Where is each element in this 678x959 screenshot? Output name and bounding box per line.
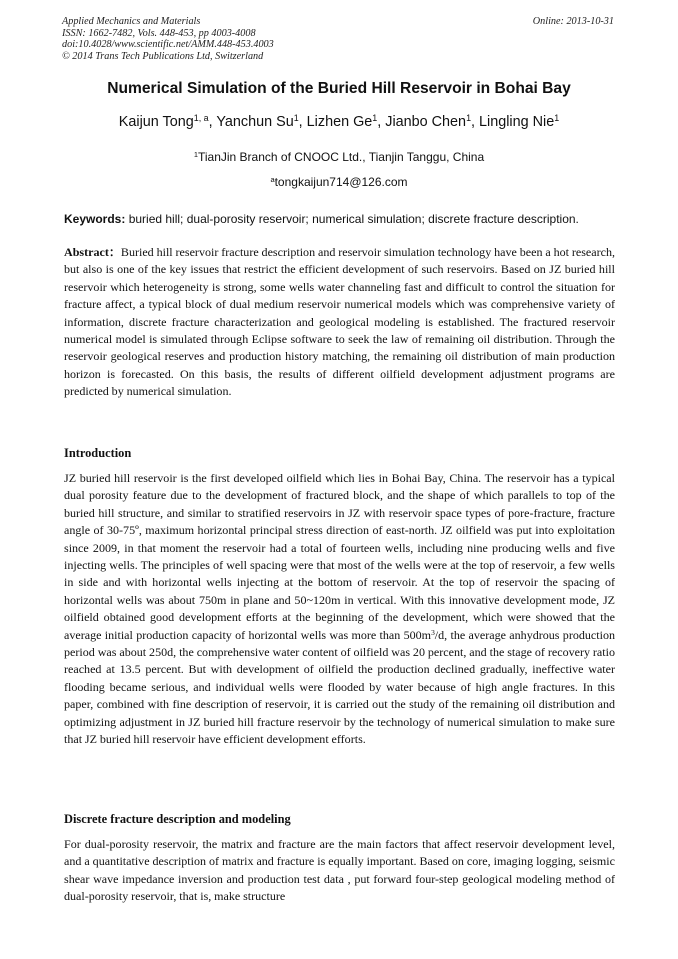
keywords: [64, 212, 616, 226]
introduction-text: JZ buried hill reservoir is the first developed oilfield which lies in Bohai Bay, China. The reservoir has a typical dual porosity feature due to the development of fractured block, and the shape of which parallels to top of the buried hill structure, and similar to stratified reservoirs in JZ with reservoir space types of pore-fracture, fracture angle of 30-75º, maximum horizontal principal stress direction of east-north. JZ oilfield was put into exploitation since 2009, in that moment the reservoir had a total of fourteen wells, including nine producing wells and five injecting wells. The principles of well spacing were that most of the wells were at the top of reservoir, a few wells in side and with horizontal wells injecting at the bottom of reservoir. At the top of reservoir the spacing of horizontal wells was about 750m in plane and 50~120m in vertical. With this innovative development mode, JZ oilfield obtained good development efforts at the beginning of the development, which were showed that the average initial production capacity of horizontal wells was more than $500m^3/d$, the average anhydrous production period was about 250d, the comprehensive water content of oilfield was 20 percent, and the stage of recovery ratio reached at 13.5 percent. But with development of oilfield the production declined gradually, ineffective water flooding became serious, and individual wells were flooded by water because of high angle fractures. In this paper, combined with fine description of reservoir, it is carried out the study of the remaining oil distribution and optimizing adjustment in JZ buried hill fracture reservoir by the technology of numerical simulation to make sure that JZ buried hill reservoir have efficient development efforts.: [64, 471, 616, 747]
author: Lizhen Ge$^1$,: [306, 113, 386, 130]
paper-title: Numerical Simulation of the Buried Hill Reservoir in Bohai Bay: [107, 80, 571, 97]
issn-line: ISSN: 1662-7482, Vols. 448-453, pp 4003-4008: [62, 27, 256, 39]
author: Jianbo Chen$^1$,: [385, 113, 480, 130]
abstract-text: Buried hill reservoir fracture description and reservoir simulation technology have been a hot research, but also is one of the key issues that restrict the efficient development of such reservoirs. Based on JZ buried hill reservoir which heterogeneity is strong, some wells water channeling fast and difficult to control the situation for fracture affect, a typical block of dual medium reservoir numerical models which was comprehensive variety of information, discrete fracture characterization and geological modeling is established. The fractured reservoir numerical model is simulated through Eclipse software to seek the law of remaining oil distribution. Through the reservoir geological reserves and production history matching, the remaining oil distribution of main production horizon is forecasted. On this basis, the results of different oilfield development adjustment programs are predicted by numerical simulation.: [64, 245, 615, 399]
unit-superscript: 3: [431, 627, 435, 637]
doi-line: doi:10.4028/www.scientific.net/AMM.448-453.4003: [62, 39, 274, 51]
journal-name: Applied Mechanics and Materials: [62, 16, 201, 27]
author: Kaijun Tong$^{1, a}$,: [118, 113, 217, 130]
affiliation: $^1$TianJin Branch of CNOOC Ltd., Tianjin Tanggu, China: [193, 149, 485, 164]
abstract: [64, 244, 615, 401]
author: Lingling Nie$^1$: [479, 113, 560, 130]
journal-header: [62, 16, 274, 62]
author-list: [0, 114, 678, 130]
author: Yanchun Su$^1$,: [216, 113, 307, 130]
online-date: Online: 2013-10-31: [532, 16, 614, 27]
author-email: $^a$tongkaijun714@126.com: [270, 174, 408, 189]
section-heading-discrete-fracture: Discrete fracture description and modeling: [64, 812, 291, 826]
section-heading-introduction: Introduction: [64, 446, 132, 460]
keywords-label: Keywords:: [64, 212, 126, 226]
discrete-fracture-text: For dual-porosity reservoir, the matrix and fracture are the main factors that affect reservoir development level, and a quantitative description of matrix and fracture is equally important. Based on core, imaging logging, seismic shear wave impedance inversion and production test data , put forward four-step geological modeling method of dual-porosity reservoir, that is, make structure: [64, 837, 615, 904]
abstract-label: Abstract：: [64, 245, 121, 259]
keywords-text: buried hill; dual-porosity reservoir; numerical simulation; discrete fracture description.: [125, 212, 579, 226]
copyright-line: © 2014 Trans Tech Publications Ltd, Switzerland: [62, 50, 264, 62]
